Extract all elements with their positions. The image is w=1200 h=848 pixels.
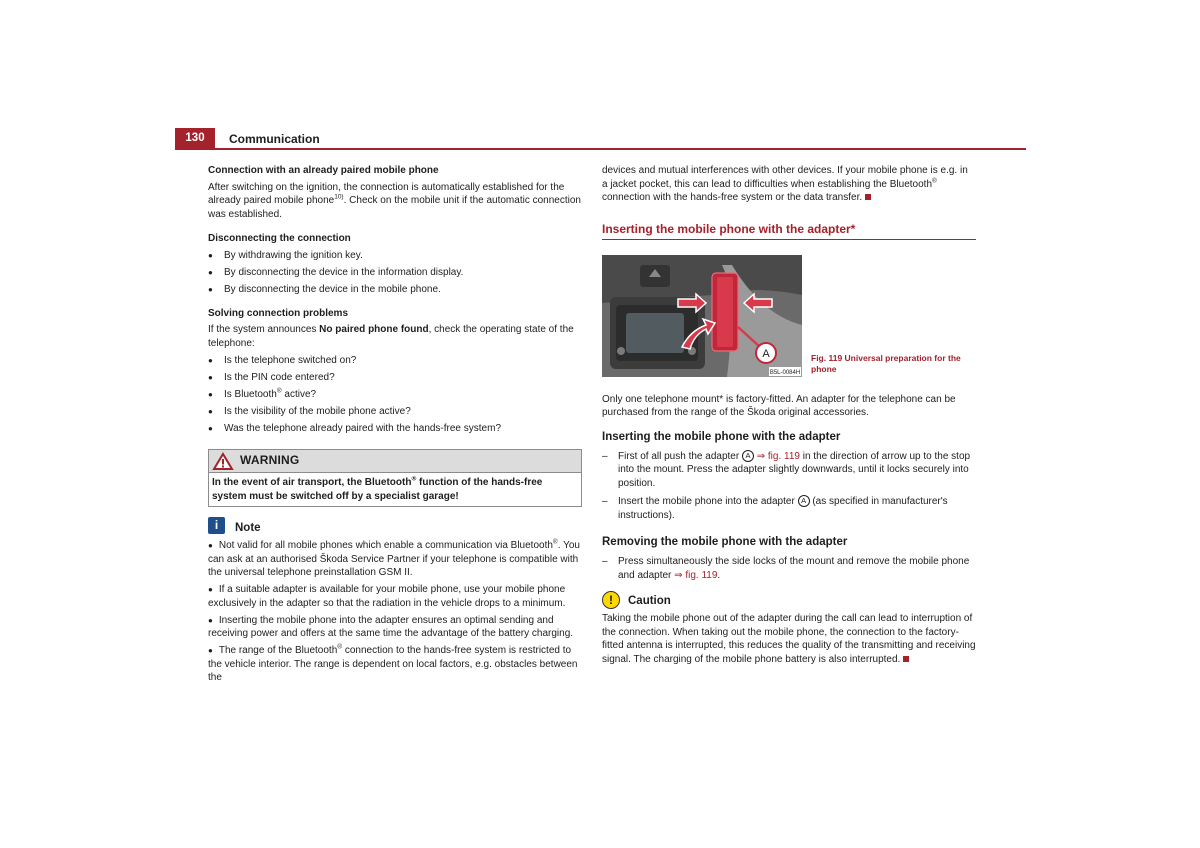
section-title: Communication xyxy=(229,132,320,146)
solving-intro: If the system announces No paired phone found, check the operating state of the telephone: xyxy=(208,324,574,349)
end-marker xyxy=(903,656,909,662)
dashboard-illustration xyxy=(602,255,802,377)
paired-heading: Connection with an already paired mobile phone xyxy=(208,165,439,176)
info-icon: i xyxy=(208,517,225,534)
warning-header xyxy=(209,450,581,473)
figure-caption: Fig. 119 Universal preparation for the phone xyxy=(811,352,961,374)
caution-text: Taking the mobile phone out of the adapter during the call can lead to interruption of the connection. When taking out the mobile phone, the connection to the factory-fitted antenna is interrupted, this reduces the quality of the transmitting and receiving signal. The charging of the mobile phone battery is also interrupted. xyxy=(602,613,976,665)
warning-title: WARNING xyxy=(240,453,300,468)
note-list xyxy=(208,539,582,685)
note-item: ● If a suitable adapter is available for your mobile phone, use your mobile phone exclusively in the adapter so that the radiation in the vehicle drops to a minimum. xyxy=(208,584,566,609)
list-item: ● Was the telephone already paired with the hands-free system? xyxy=(208,422,582,436)
step-item: – Press simultaneously the side locks of the mount and remove the mobile phone and adapter ⇒ fig. 119. xyxy=(602,555,976,582)
note-item: ● The range of the Bluetooth® connection to the hands-free system is restricted to the vehicle interior. The range is dependent on local factors, e.g. obstacles between the xyxy=(208,643,578,683)
solving-list xyxy=(208,354,582,436)
note-item: ● Not valid for all mobile phones which enable a communication via Bluetooth®. You can ask at an authorised Škoda Service Partner if your telephone is compatible with the universal telephone preinstallation GSM II. xyxy=(208,538,580,578)
list-item: ● Is the visibility of the mobile phone active? xyxy=(208,405,582,419)
inserting-steps xyxy=(602,450,976,523)
end-marker xyxy=(865,194,871,200)
disconnect-list xyxy=(208,249,582,297)
figure-link[interactable]: ⇒ fig. 119 xyxy=(756,450,800,462)
left-column xyxy=(208,164,582,685)
note-title: Note xyxy=(235,522,261,534)
step-item: – Insert the mobile phone into the adapter A (as specified in manufacturer's instructions). xyxy=(602,495,976,522)
caution-header xyxy=(602,591,976,609)
note-item: ● Inserting the mobile phone into the adapter ensures an optimal sending and receiving power and offers at the same time the advantage of the battery charging. xyxy=(208,614,574,639)
mount-paragraph: Only one telephone mount* is factory-fitted. An adapter for the telephone can be purchased from the range of the Škoda original accessories. xyxy=(602,393,956,418)
continued-paragraph: devices and mutual interferences with other devices. If your mobile phone is e.g. in a jacket pocket, this can lead to difficulties when establishing the Bluetooth® connection with the hands-free system or the data transfer. xyxy=(602,165,968,203)
removing-steps xyxy=(602,555,976,582)
figure-119 xyxy=(602,255,976,377)
figure-link[interactable]: ⇒ fig. 119 xyxy=(674,569,718,581)
right-column xyxy=(602,164,976,666)
step-item: – First of all push the adapter A ⇒ fig. 119 in the direction of arrow up to the stop into the mount. Press the adapter slightly downwards, until it locks securely into position. xyxy=(602,450,976,491)
exclamation-icon: ! xyxy=(602,591,620,609)
caution-title: Caution xyxy=(628,595,671,608)
figure-marker-label: A xyxy=(762,347,770,360)
list-item: ● Is the PIN code entered? xyxy=(208,371,582,385)
figure-code: B5L-0084H xyxy=(769,369,801,376)
list-item: ● By disconnecting the device in the mobile phone. xyxy=(208,283,582,297)
list-item: ● Is the telephone switched on? xyxy=(208,354,582,368)
page-number: 130 xyxy=(175,128,215,149)
removing-heading: Removing the mobile phone with the adapter xyxy=(602,536,848,548)
list-item: ● By disconnecting the device in the information display. xyxy=(208,266,582,280)
note-header xyxy=(208,516,582,536)
warning-box xyxy=(208,449,582,507)
disconnect-heading: Disconnecting the connection xyxy=(208,233,351,244)
footnote-ref: 10) xyxy=(334,193,344,201)
solving-heading: Solving connection problems xyxy=(208,307,349,319)
warning-icon xyxy=(213,453,233,470)
list-item: ● Is Bluetooth® active? xyxy=(208,388,582,402)
inserting-heading: Inserting the mobile phone with the adapter xyxy=(602,430,841,443)
marker-a-icon: A xyxy=(798,495,810,507)
list-item: ● By withdrawing the ignition key. xyxy=(208,249,582,263)
warning-text: In the event of air transport, the Bluetooth® function of the hands-free system must be switched off by a specialist garage! xyxy=(212,475,543,502)
paired-paragraph: After switching on the ignition, the connection is automatically established for the already paired mobile phone$^{10)}$. Check on the mobile unit if the automatic connection was established. xyxy=(208,181,581,220)
header-rule xyxy=(175,148,1026,150)
adapter-heading: Inserting the mobile phone with the adapter* xyxy=(602,222,976,240)
marker-a-icon: A xyxy=(742,450,754,462)
figure-image xyxy=(602,255,802,377)
